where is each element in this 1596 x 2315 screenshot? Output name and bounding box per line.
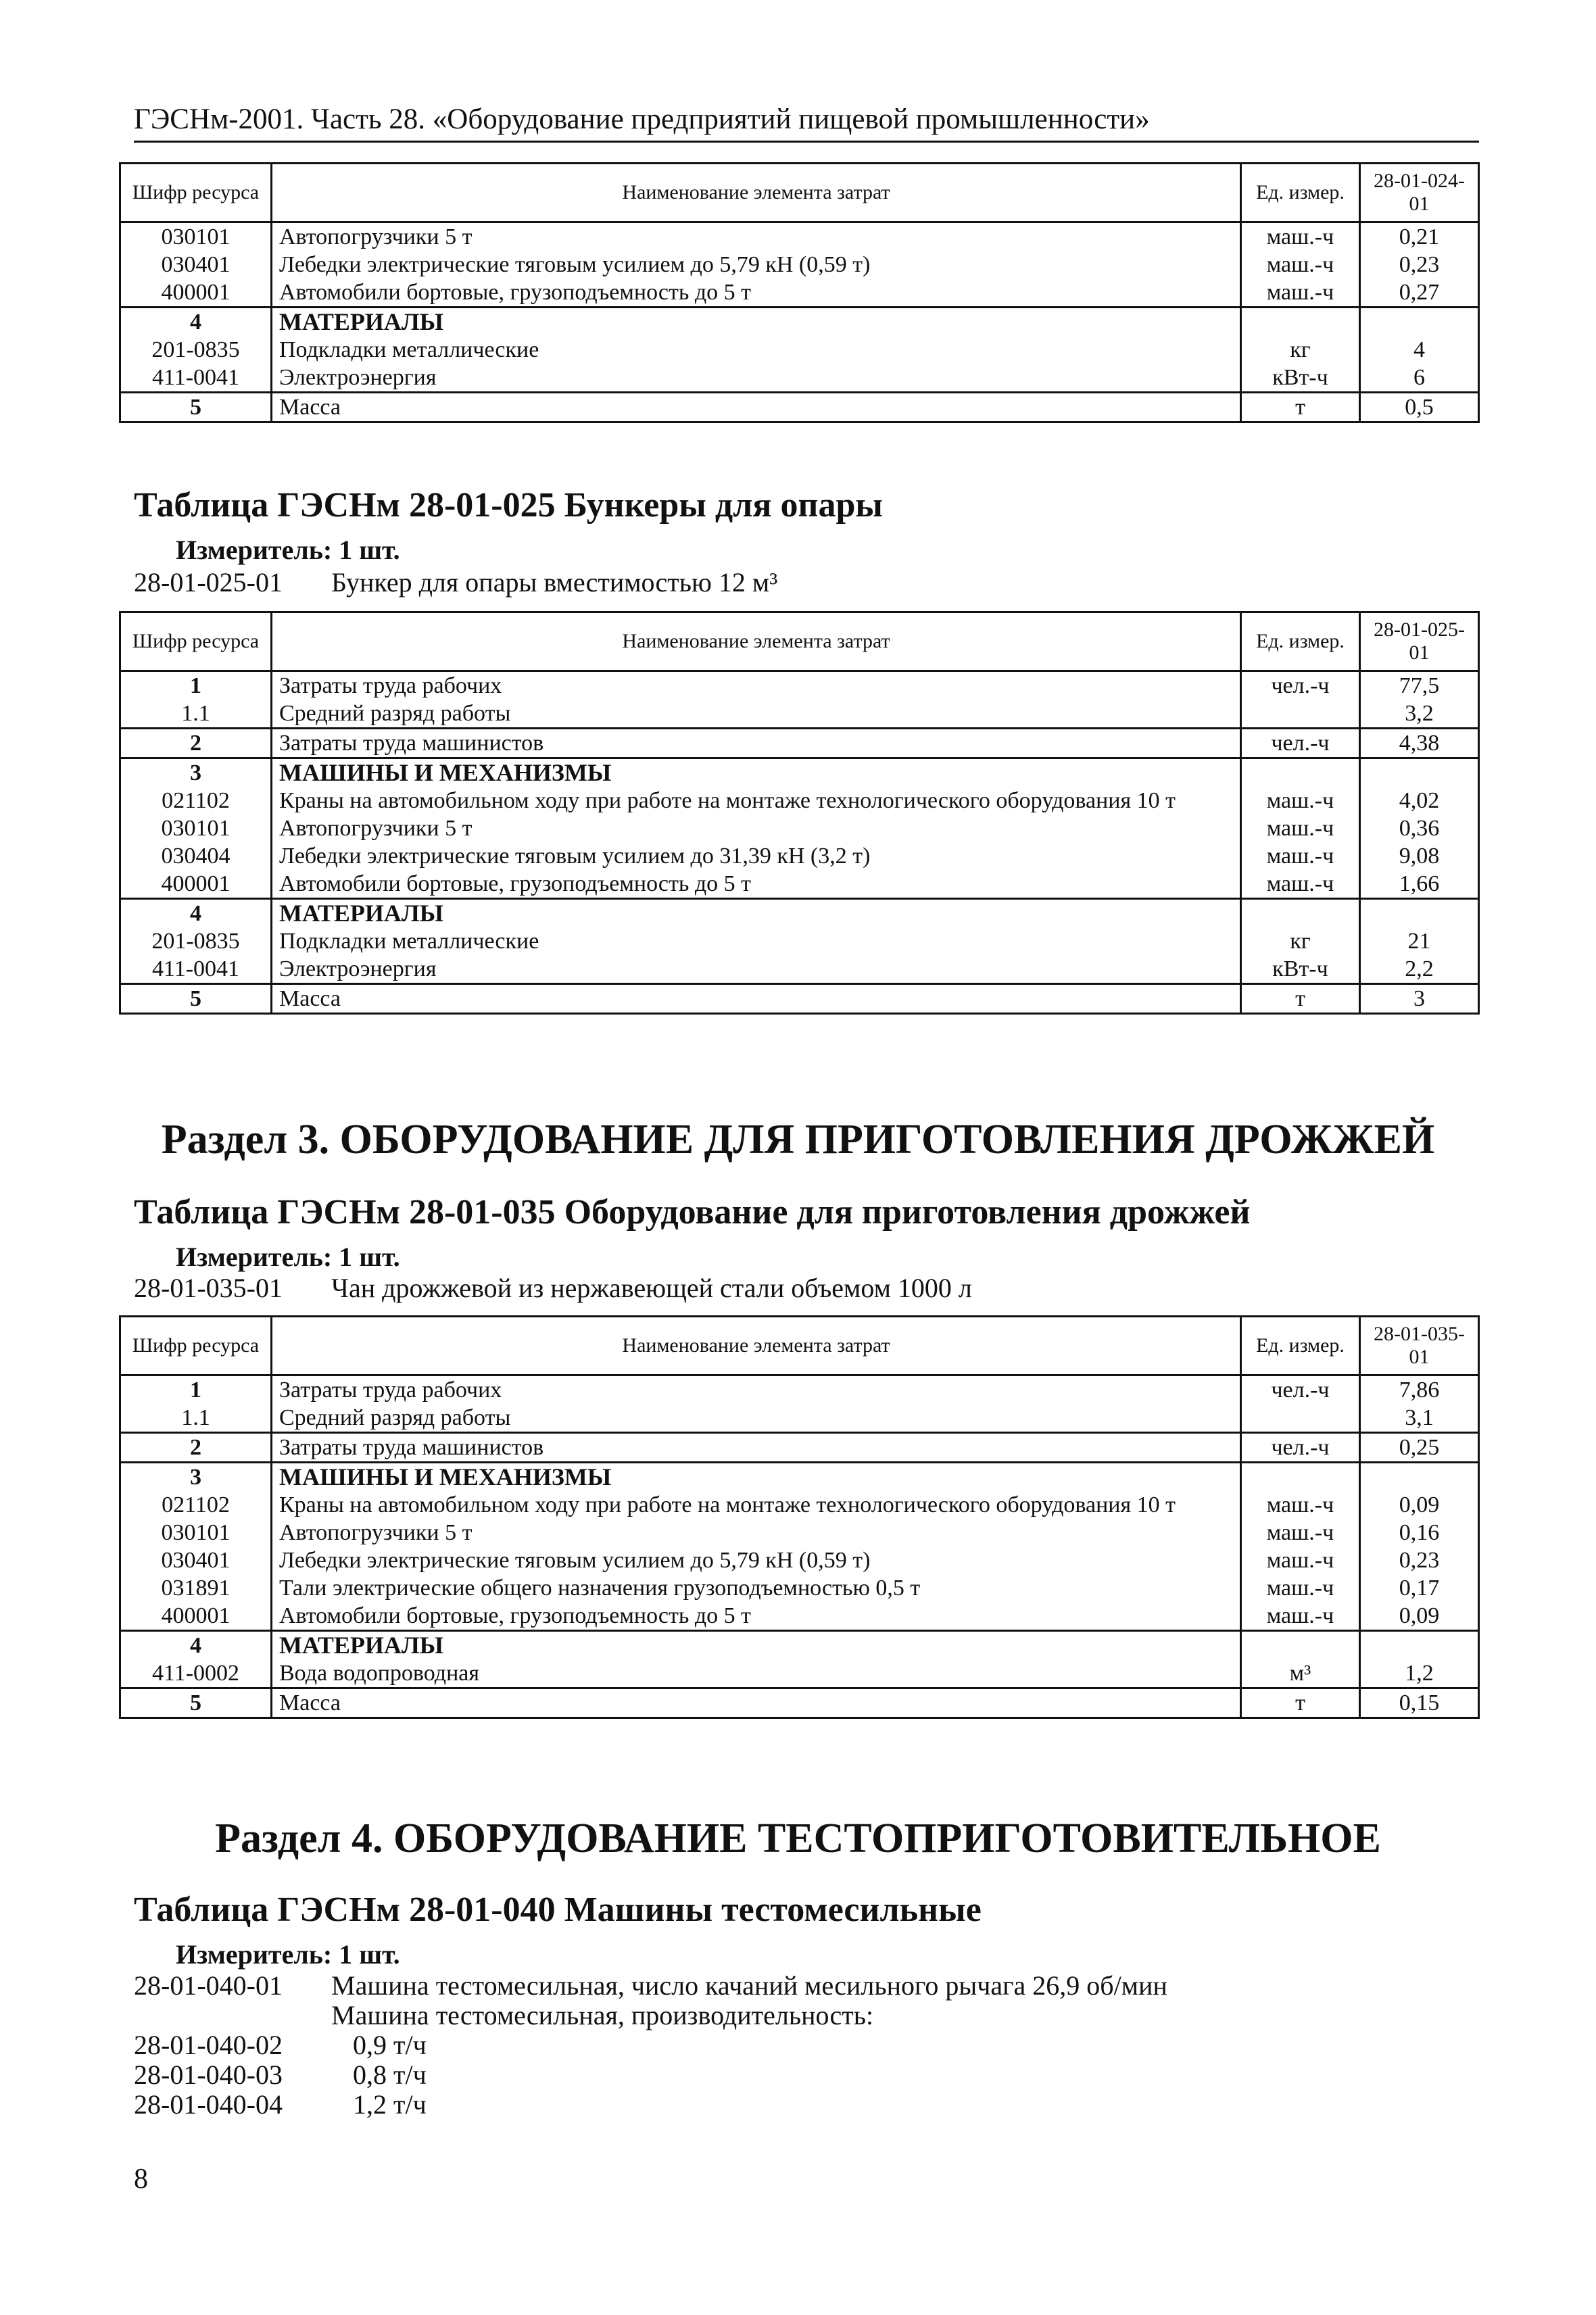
cost-element-name: Вода водопроводная [272,1659,1241,1688]
resource-code: 1.1 [120,700,272,729]
norm-value: 1,66 [1360,870,1479,899]
table-row [120,1546,1479,1574]
table-row [120,336,1479,364]
norm-value: 7,86 [1360,1375,1479,1405]
norm-value: 21 [1360,927,1479,955]
table-row [120,393,1479,422]
table-row [120,700,1479,729]
unit: м³ [1241,1659,1360,1688]
resource-code: 030101 [120,222,272,251]
col-header-norm: 28-01-024-01 [1360,164,1479,222]
cost-element-name: Лебедки электрические тяговым усилием до 5,79 кН (0,59 т) [272,1546,1241,1574]
unit: т [1241,984,1360,1014]
resource-code: 4 [120,1631,272,1660]
col-header-unit: Ед. измер. [1241,164,1360,222]
norm-value: 0,17 [1360,1574,1479,1602]
table-row [120,1491,1479,1519]
page-header: ГЭСНм-2001. Часть 28. «Оборудование предприятий пищевой промышленности» [134,101,1479,143]
item-line [134,2089,427,2121]
unit: маш.-ч [1241,842,1360,870]
item-line [134,2059,427,2091]
norm-value: 1,2 [1360,1659,1479,1688]
norm-value: 0,27 [1360,278,1479,308]
cost-element-name: Электроэнергия [272,955,1241,984]
table-row [120,1375,1479,1405]
norm-value: 77,5 [1360,671,1479,700]
item-name: 0,9 т/ч [353,2030,427,2060]
norm-value: 3 [1360,984,1479,1014]
unit: маш.-ч [1241,278,1360,308]
col-header-norm: 28-01-035-01 [1360,1317,1479,1375]
unit: маш.-ч [1241,1602,1360,1631]
table-row [120,1433,1479,1463]
table-row [120,1659,1479,1688]
table-row [120,758,1479,787]
cost-element-name: Масса [272,984,1241,1014]
resource-code: 4 [120,899,272,928]
unit: чел.-ч [1241,1375,1360,1405]
table-row [120,1688,1479,1718]
section-title: Раздел 3. ОБОРУДОВАНИЕ ДЛЯ ПРИГОТОВЛЕНИЯ ДРОЖЖЕЙ [161,1117,1435,1163]
unit: чел.-ч [1241,671,1360,700]
measure-unit: Измеритель: 1 шт. [176,535,400,565]
norm-value: 0,5 [1360,393,1479,422]
unit: маш.-ч [1241,1546,1360,1574]
table-row [120,787,1479,814]
item-name: Машина тестомесильная, производительность: [331,2000,874,2030]
col-header-unit: Ед. измер. [1241,1317,1360,1375]
cost-element-name: Автопогрузчики 5 т [272,814,1241,842]
unit: маш.-ч [1241,1519,1360,1546]
cost-element-name: Средний разряд работы [272,1404,1241,1433]
resource-code: 400001 [120,278,272,308]
table-row [120,955,1479,984]
cost-element-name: Автомобили бортовые, грузоподъемность до 5 т [272,870,1241,899]
unit: т [1241,393,1360,422]
resource-code: 030401 [120,1546,272,1574]
resource-code: 201-0835 [120,927,272,955]
norm-value: 6 [1360,364,1479,393]
unit: чел.-ч [1241,729,1360,758]
unit: маш.-ч [1241,814,1360,842]
resource-code: 4 [120,308,272,337]
table-row [120,671,1479,700]
cost-element-name: Тали электрические общего назначения грузоподъемностью 0,5 т [272,1574,1241,1602]
resource-code: 2 [120,1433,272,1463]
table-row [120,222,1479,251]
resource-code: 1.1 [120,1404,272,1433]
item-code: 28-01-035-01 [134,1273,283,1303]
unit: кВт-ч [1241,955,1360,984]
table-row [120,278,1479,308]
norm-value: 3,1 [1360,1404,1479,1433]
table-row [120,1463,1479,1492]
col-header-code: Шифр ресурса [120,164,272,222]
unit: маш.-ч [1241,1574,1360,1602]
cost-element-name: Затраты труда рабочих [272,671,1241,700]
page-number: 8 [134,2164,148,2195]
cost-element-name: Электроэнергия [272,364,1241,393]
table-row [120,984,1479,1014]
resource-code: 030401 [120,251,272,278]
unit: маш.-ч [1241,251,1360,278]
resource-code: 3 [120,758,272,787]
norm-value: 0,23 [1360,1546,1479,1574]
col-header-norm: 28-01-025-01 [1360,612,1479,671]
table-title: Таблица ГЭСНм 28-01-025 Бункеры для опары [134,486,883,525]
table-row [120,364,1479,393]
col-header-code: Шифр ресурса [120,612,272,671]
cost-element-name: Краны на автомобильном ходу при работе на монтаже технологического оборудования 10 т [272,787,1241,814]
group-title: МАШИНЫ И МЕХАНИЗМЫ [272,1463,1241,1492]
group-title: МАТЕРИАЛЫ [272,899,1241,928]
cost-element-name: Автомобили бортовые, грузоподъемность до 5 т [272,278,1241,308]
unit: кг [1241,336,1360,364]
resource-code: 3 [120,1463,272,1492]
table-row [120,1404,1479,1433]
norm-value: 3,2 [1360,700,1479,729]
table-title: Таблица ГЭСНм 28-01-040 Машины тестомесильные [134,1891,982,1929]
cost-element-name: Лебедки электрические тяговым усилием до 5,79 кН (0,59 т) [272,251,1241,278]
resource-code: 411-0041 [120,955,272,984]
item-code: 28-01-040-04 [134,2089,283,2120]
resource-code: 5 [120,984,272,1014]
cost-table-024 [119,162,1480,423]
resource-code: 1 [120,671,272,700]
resource-code: 400001 [120,1602,272,1631]
resource-code: 5 [120,1688,272,1718]
norm-value: 0,36 [1360,814,1479,842]
cost-element-name: Масса [272,1688,1241,1718]
norm-value: 4,38 [1360,729,1479,758]
item-name: 0,8 т/ч [353,2060,427,2090]
col-header-name: Наименование элемента затрат [272,1317,1241,1375]
cost-element-name: Затраты труда машинистов [272,729,1241,758]
table-row [120,1602,1479,1631]
unit: маш.-ч [1241,1491,1360,1519]
table-row [120,729,1479,758]
item-line [134,2029,427,2062]
item-code: 28-01-040-03 [134,2060,283,2090]
item-name: Машина тестомесильная, число качаний месильного рычага 26,9 об/мин [331,1970,1167,2001]
item-name: Чан дрожжевой из нержавеющей стали объемом 1000 л [331,1273,972,1303]
unit: маш.-ч [1241,787,1360,814]
unit: маш.-ч [1241,870,1360,899]
norm-value: 4 [1360,336,1479,364]
cost-element-name: Средний разряд работы [272,700,1241,729]
resource-code: 5 [120,393,272,422]
resource-code: 030404 [120,842,272,870]
resource-code: 030101 [120,814,272,842]
measure-unit: Измеритель: 1 шт. [176,1939,400,1970]
group-title: МАШИНЫ И МЕХАНИЗМЫ [272,758,1241,787]
col-header-name: Наименование элемента затрат [272,612,1241,671]
table-row [120,1519,1479,1546]
item-line [134,1970,1167,2002]
cost-element-name: Краны на автомобильном ходу при работе на монтаже технологического оборудования 10 т [272,1491,1241,1519]
group-title: МАТЕРИАЛЫ [272,1631,1241,1660]
norm-value: 0,16 [1360,1519,1479,1546]
cost-table-025 [119,611,1480,1015]
item-code: 28-01-040-02 [134,2030,283,2060]
resource-code: 031891 [120,1574,272,1602]
norm-value: 0,15 [1360,1688,1479,1718]
unit: чел.-ч [1241,1433,1360,1463]
table-row [120,842,1479,870]
item-code: 28-01-040-01 [134,1970,283,2001]
table-row [120,899,1479,928]
norm-value: 2,2 [1360,955,1479,984]
norm-value: 4,02 [1360,787,1479,814]
item-line [134,1272,972,1305]
cost-element-name: Автопогрузчики 5 т [272,1519,1241,1546]
unit [1241,1404,1360,1433]
table-row [120,251,1479,278]
table-row [120,870,1479,899]
resource-code: 411-0041 [120,364,272,393]
section-title: Раздел 4. ОБОРУДОВАНИЕ ТЕСТОПРИГОТОВИТЕЛЬНОЕ [215,1816,1381,1861]
resource-code: 400001 [120,870,272,899]
item-name: 1,2 т/ч [353,2089,427,2120]
item-name: Бункер для опары вместимостью 12 м³ [331,567,778,598]
resource-code: 030101 [120,1519,272,1546]
norm-value: 0,21 [1360,222,1479,251]
cost-element-name: Подкладки металлические [272,927,1241,955]
cost-element-name: Затраты труда рабочих [272,1375,1241,1405]
table-row [120,814,1479,842]
table-row [120,927,1479,955]
cost-element-name: Масса [272,393,1241,422]
item-line [134,1999,873,2032]
resource-code: 2 [120,729,272,758]
norm-value: 0,25 [1360,1433,1479,1463]
unit [1241,700,1360,729]
item-code: 28-01-025-01 [134,567,283,598]
resource-code: 1 [120,1375,272,1405]
norm-value: 9,08 [1360,842,1479,870]
item-line [134,566,777,599]
resource-code: 411-0002 [120,1659,272,1688]
cost-element-name: Автомобили бортовые, грузоподъемность до 5 т [272,1602,1241,1631]
table-row [120,1574,1479,1602]
resource-code: 201-0835 [120,336,272,364]
resource-code: 021102 [120,787,272,814]
unit: кВт-ч [1241,364,1360,393]
resource-code: 021102 [120,1491,272,1519]
col-header-unit: Ед. измер. [1241,612,1360,671]
table-title: Таблица ГЭСНм 28-01-035 Оборудование для приготовления дрожжей [134,1193,1251,1232]
cost-element-name: Подкладки металлические [272,336,1241,364]
unit: маш.-ч [1241,222,1360,251]
cost-element-name: Затраты труда машинистов [272,1433,1241,1463]
cost-table-035 [119,1315,1480,1719]
norm-value: 0,09 [1360,1491,1479,1519]
table-row [120,1631,1479,1660]
unit: т [1241,1688,1360,1718]
norm-value: 0,09 [1360,1602,1479,1631]
table-row [120,308,1479,337]
cost-element-name: Автопогрузчики 5 т [272,222,1241,251]
col-header-name: Наименование элемента затрат [272,164,1241,222]
norm-value: 0,23 [1360,251,1479,278]
measure-unit: Измеритель: 1 шт. [176,1242,400,1272]
cost-element-name: Лебедки электрические тяговым усилием до 31,39 кН (3,2 т) [272,842,1241,870]
group-title: МАТЕРИАЛЫ [272,308,1241,337]
col-header-code: Шифр ресурса [120,1317,272,1375]
unit: кг [1241,927,1360,955]
